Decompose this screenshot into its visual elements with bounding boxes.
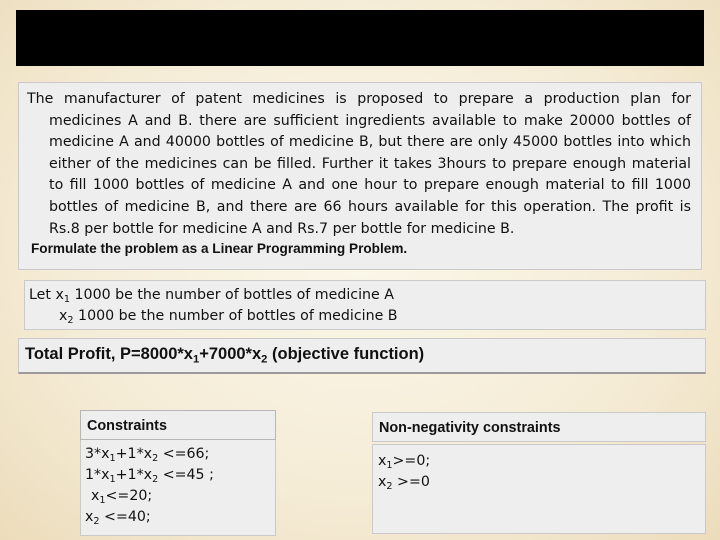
nonnegativity-header: Non-negativity constraints (372, 412, 706, 442)
constraint-4: $x_2 <=40$; (85, 509, 151, 527)
constraint-3: $x_1<=20$; (91, 488, 153, 506)
constraint-1: $3*x_1+1*x_2 <=66$; (85, 446, 210, 464)
variable-definitions (24, 280, 706, 330)
problem-text: The manufacturer of patent medicines is proposed to prepare a production plan for medicines A and B. there are sufficient ingredients available to make 20000 bottles of medicine A and 40000 bottles of medicine B, but there are only 45000 bottles into which either of the medicines can be filled. Further it takes 3hours to prepare enough material to fill 1000 bottles of medicine A and one hour to prepare enough material to fill 1000 bottles of medicine B, and there are 66 hours available for this operation. The profit is Rs.8 per bottle for medicine A and Rs.7 per bottle for medicine B. (27, 91, 691, 237)
constraint-2: $1*x_1+1*x_2 <=45$ ; (85, 467, 214, 485)
constraints-list (80, 440, 276, 536)
problem-statement (18, 82, 702, 270)
nonneg-2: $x_2 >=0$ (378, 474, 430, 492)
nonneg-1: $x_1>=0$; (378, 453, 431, 471)
constraints-header: Constraints (80, 410, 276, 440)
nonnegativity-list (372, 444, 706, 534)
problem-task: Formulate the problem as a Linear Programming Problem. (31, 241, 408, 257)
variable-line-1: Let $x_1$ 1000 be the number of bottles of medicine A (29, 287, 394, 305)
objective-function: Total Profit, $P=8000*x_1+7000*x_2$ (objective function) (18, 338, 706, 374)
title-bar (16, 10, 704, 66)
variable-line-2: $x_2$ 1000 be the number of bottles of medicine B (59, 308, 398, 326)
